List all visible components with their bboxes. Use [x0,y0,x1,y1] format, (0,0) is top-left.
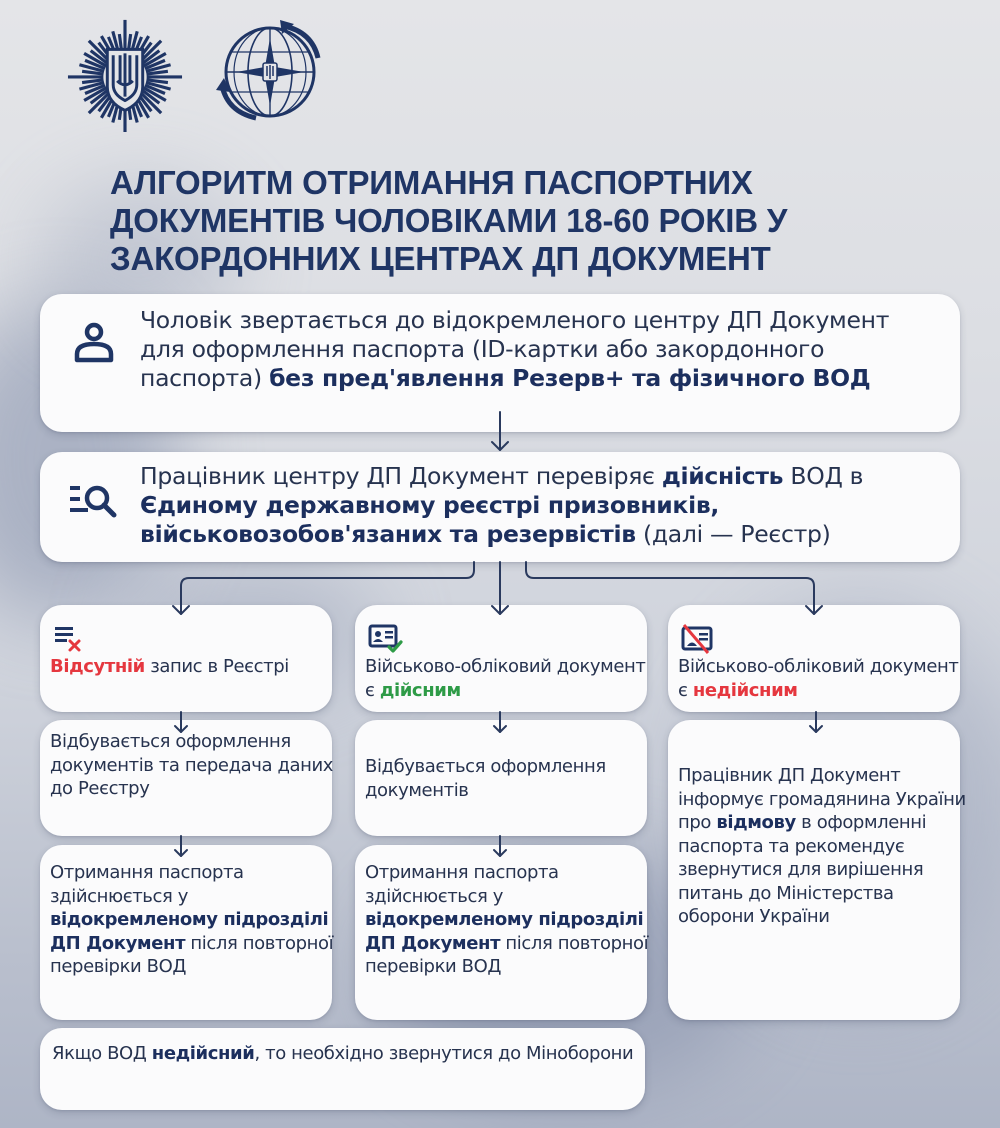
branch-2-processing-card [355,720,647,836]
branch-2-status-card [355,605,647,712]
branch-1-processing-card [40,720,332,836]
branch-2-receipt-text [365,861,655,979]
step-1-text [140,306,940,393]
page-title-line: АЛГОРИТМ ОТРИМАННЯ ПАСПОРТНИХ [110,164,753,201]
step-2-card [40,452,960,562]
branch-3-refusal-text [678,764,968,929]
step-2-text [140,462,950,549]
branch-2-status-prefix: Військово-обліковий документ є [365,656,646,701]
footer-note-text [52,1042,642,1066]
branch-3-refusal-part-2: в оформленні паспорта та рекомендує звернутися для вирішення питань до Міністерства оборони України [678,812,927,927]
national-police-emblem-icon [66,14,184,132]
branch-3-status-prefix: Військово-обліковий документ є [678,656,959,701]
branch-1-status-card [40,605,332,712]
branch-1-processing-text: Відбувається оформлення документів та передача даних до Реєстру [50,731,334,799]
step-2-text-validity: дійсність [661,462,784,490]
migration-service-emblem-icon [214,14,326,126]
footer-note-card [40,1028,645,1110]
footer-part-2: , то необхідно звернутися до Міноборони [254,1043,634,1064]
step-1-card [40,294,960,432]
branch-3-status-text [678,655,968,702]
branch-2-receipt-card [355,845,647,1020]
branch-3-refusal-card [668,720,966,1020]
branch-1-receipt-part-2: після повторної перевірки ВОД [50,932,334,977]
id-card-crossed-icon [681,623,717,655]
branch-1-status-missing: Відсутній [50,656,145,677]
branch-2-status-valid: дійсним [379,679,461,701]
branch-1-receipt-bold: відокремленому підрозділі ДП Документ [50,909,329,954]
branch-2-receipt-bold: відокремленому підрозділі ДП Документ [365,909,644,954]
branch-1-status-rest: запис в Реєстрі [144,656,289,677]
step-2-text-registry-name: Єдиному державному реєстрі призовників, військовозобов'язаних та резервістів [140,491,720,548]
footer-part-1: Якщо ВОД [52,1043,152,1064]
page-title-line: ЗАКОРДОННИХ ЦЕНТРАХ ДП ДОКУМЕНТ [110,240,771,277]
step-2-text-5: (далі — Реєстр) [635,520,831,548]
branch-3-status-invalid: недійсним [692,679,798,701]
step-2-text-1: Працівник центру ДП Документ перевіряє [140,462,662,490]
branch-2-status-text [365,655,655,702]
list-search-icon [68,480,118,520]
branch-1-status-text [50,655,340,679]
branch-1-receipt-text [50,861,340,979]
branch-1-receipt-part-1: Отримання паспорта здійснюється у [50,862,244,907]
branch-2-receipt-part-2: після повторної перевірки ВОД [365,932,649,977]
branch-3-refusal-part-1: Працівник ДП Документ інформує громадянина України про [678,765,966,833]
id-card-check-icon [368,623,404,655]
list-cross-icon [53,623,89,655]
branch-3-refusal-bold: відмову [716,812,796,833]
branch-2-processing-text: Відбувається оформлення документів [365,756,606,801]
step-2-text-3: ВОД в [783,462,864,490]
person-icon [72,320,116,364]
branch-2-receipt-part-1: Отримання паспорта здійснюється у [365,862,559,907]
branch-3-status-card [668,605,960,712]
footer-bold: недійсний [151,1043,255,1064]
page-title-line: ДОКУМЕНТІВ ЧОЛОВІКАМИ 18-60 РОКІВ У [110,202,788,239]
branch-1-receipt-card [40,845,332,1020]
step-1-text-bold: без пред'явлення Резерв+ та фізичного ВОД [269,364,871,392]
page-title [110,164,970,284]
step-1-text-regular: Чоловік звертається до відокремленого центру ДП Документ для оформлення паспорта (ID-картки або закордонного паспорта) [140,306,890,392]
